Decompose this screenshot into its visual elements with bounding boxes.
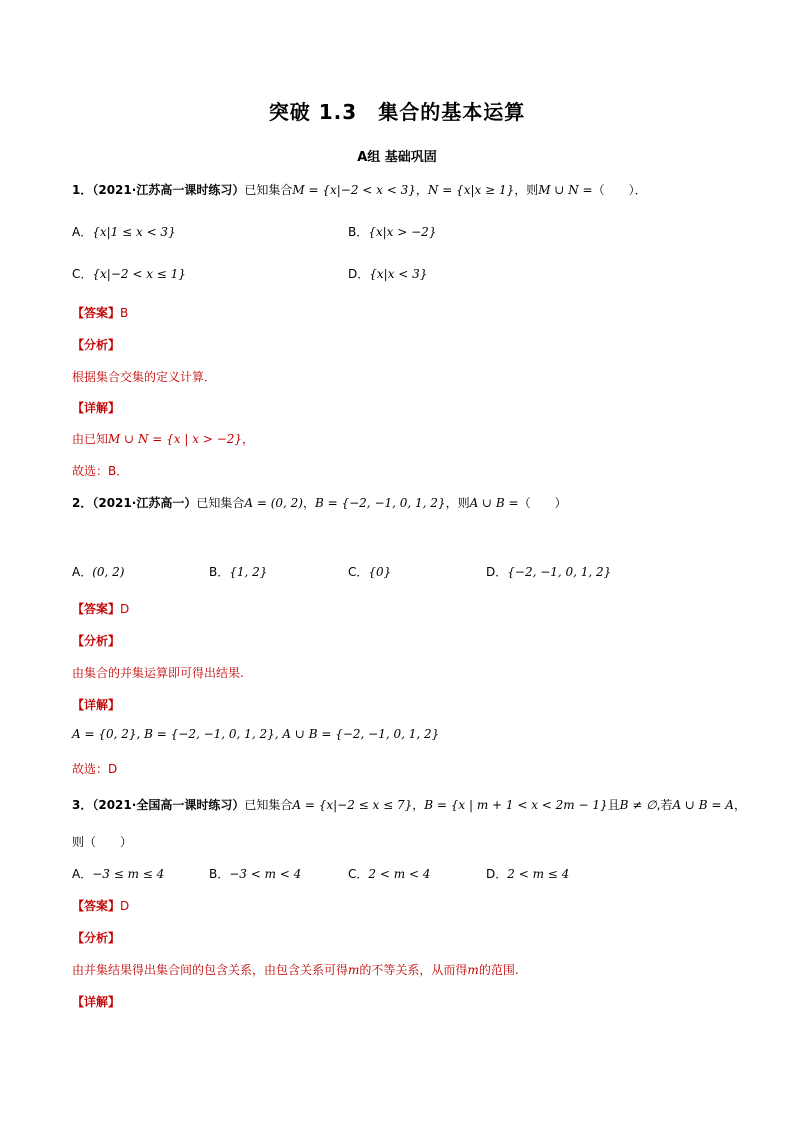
detail-suffix: ， <box>242 432 255 446</box>
answer-line <box>72 897 129 914</box>
answer-blank: （ ） <box>518 496 567 510</box>
option-c[interactable] <box>72 265 186 282</box>
stem-text: ，则 <box>514 183 539 197</box>
answer-value: B <box>120 306 129 320</box>
option-value: 2 < m < 4 <box>368 867 431 881</box>
detail-label: 【详解】 <box>72 698 121 712</box>
option-d[interactable] <box>486 865 569 882</box>
answer-value: D <box>120 602 130 616</box>
analysis-text: 由集合的并集运算即可得出结果. <box>72 666 244 680</box>
detail-math <box>72 727 439 741</box>
group-heading: A组 基础巩固 <box>357 150 437 165</box>
option-value: −3 ≤ m ≤ 4 <box>92 867 165 881</box>
math-query: M ∪ N = <box>538 183 593 197</box>
detail-text <box>72 430 254 447</box>
math-set-b: B = {x | m + 1 < x < 2m − 1} <box>424 798 608 812</box>
analysis-part: 的范围. <box>478 963 519 977</box>
math-set-a: A = (0, 2) <box>244 496 303 510</box>
stem-text: 已知集合 <box>244 183 293 197</box>
stem-text: ， <box>733 798 746 812</box>
option-value: {x|1 ≤ x < 3} <box>92 225 176 239</box>
option-label: B． <box>209 867 230 881</box>
detail-math: M ∪ N = {x | x > −2} <box>108 432 243 446</box>
page-title: 突破 1.3 集合的基本运算 <box>268 100 526 124</box>
stem-sep: ， <box>302 496 315 510</box>
stem-text: ，则 <box>445 496 470 510</box>
detail-math-text: A = {0, 2}, B = {−2, −1, 0, 1, 2}, A ∪ B = {−2, −1, 0, 1, 2} <box>72 727 440 741</box>
math-set-a: A = {x|−2 ≤ x ≤ 7} <box>292 798 413 812</box>
option-value: {x|−2 < x ≤ 1} <box>92 267 186 281</box>
answer-value: D <box>120 899 130 913</box>
question-number: 2． <box>72 496 93 510</box>
analysis-label: 【分析】 <box>72 931 121 945</box>
question-source: （2021·江苏高一课时练习） <box>92 183 245 197</box>
option-value: {x|x > −2} <box>368 225 437 239</box>
answer-label: 【答案】 <box>72 306 121 320</box>
option-value: {−2, −1, 0, 1, 2} <box>507 565 612 579</box>
option-c[interactable] <box>348 563 391 580</box>
stem-text: ,若 <box>656 798 673 812</box>
question-2-stem <box>72 494 567 511</box>
math-set-m: M = {x|−2 < x < 3} <box>292 183 416 197</box>
option-c[interactable] <box>348 865 430 882</box>
stem-text: 已知集合 <box>196 496 245 510</box>
option-label: C． <box>72 267 93 281</box>
option-b[interactable] <box>209 563 267 580</box>
option-d[interactable] <box>348 265 427 282</box>
option-a[interactable] <box>72 865 164 882</box>
option-d[interactable] <box>486 563 611 580</box>
math-query: A ∪ B = <box>469 496 519 510</box>
option-a[interactable] <box>72 563 124 580</box>
analysis-var: m <box>467 963 479 977</box>
analysis-var: m <box>348 963 360 977</box>
option-label: A． <box>72 225 93 239</box>
analysis-label: 【分析】 <box>72 634 121 648</box>
analysis-part: 的不等关系，从而得 <box>359 963 468 977</box>
choose-line: 故选：D <box>72 762 118 776</box>
option-b[interactable] <box>209 865 301 882</box>
option-value: {1, 2} <box>229 565 268 579</box>
question-number: 3． <box>72 798 93 812</box>
math-condition: B ≠ ∅ <box>619 798 657 812</box>
option-label: D． <box>348 267 370 281</box>
analysis-text <box>72 961 519 978</box>
question-number: 1． <box>72 183 93 197</box>
analysis-text: 根据集合交集的定义计算． <box>72 370 217 384</box>
detail-prefix: 由已知 <box>72 432 109 446</box>
option-label: A． <box>72 867 93 881</box>
option-label: C． <box>348 565 369 579</box>
option-label: D． <box>486 565 508 579</box>
option-label: C． <box>348 867 369 881</box>
question-3-stem-cont: 则（ ） <box>72 835 133 849</box>
option-label: B． <box>209 565 230 579</box>
stem-text: 已知集合 <box>244 798 293 812</box>
math-set-b: B = {−2, −1, 0, 1, 2} <box>314 496 446 510</box>
math-union: A ∪ B = A <box>672 798 734 812</box>
question-3-stem <box>72 796 746 813</box>
option-value: {x|x < 3} <box>369 267 428 281</box>
math-set-n: N = {x|x ≥ 1} <box>427 183 515 197</box>
option-value: {0} <box>368 565 392 579</box>
option-value: 2 < m ≤ 4 <box>507 867 570 881</box>
stem-sep: ， <box>415 183 428 197</box>
stem-sep: ， <box>412 798 425 812</box>
stem-text: 且 <box>607 798 620 812</box>
option-value: (0, 2) <box>92 565 125 579</box>
option-label: D． <box>486 867 508 881</box>
question-source: （2021·全国高一课时练习） <box>92 798 245 812</box>
answer-line <box>72 600 129 617</box>
option-value: −3 < m < 4 <box>229 867 302 881</box>
question-1-stem <box>72 181 647 198</box>
detail-label: 【详解】 <box>72 401 121 415</box>
answer-label: 【答案】 <box>72 899 121 913</box>
answer-label: 【答案】 <box>72 602 121 616</box>
choose-line: 故选：B． <box>72 464 129 478</box>
answer-line <box>72 304 128 321</box>
option-label: A． <box>72 565 93 579</box>
question-source: （2021·江苏高一） <box>92 496 197 510</box>
answer-blank: （ ）． <box>592 183 647 197</box>
option-label: B． <box>348 225 369 239</box>
option-b[interactable] <box>348 223 436 240</box>
analysis-part: 由并集结果得出集合间的包含关系，由包含关系可得 <box>72 963 349 977</box>
analysis-label: 【分析】 <box>72 338 121 352</box>
option-a[interactable] <box>72 223 176 240</box>
detail-label: 【详解】 <box>72 995 121 1009</box>
